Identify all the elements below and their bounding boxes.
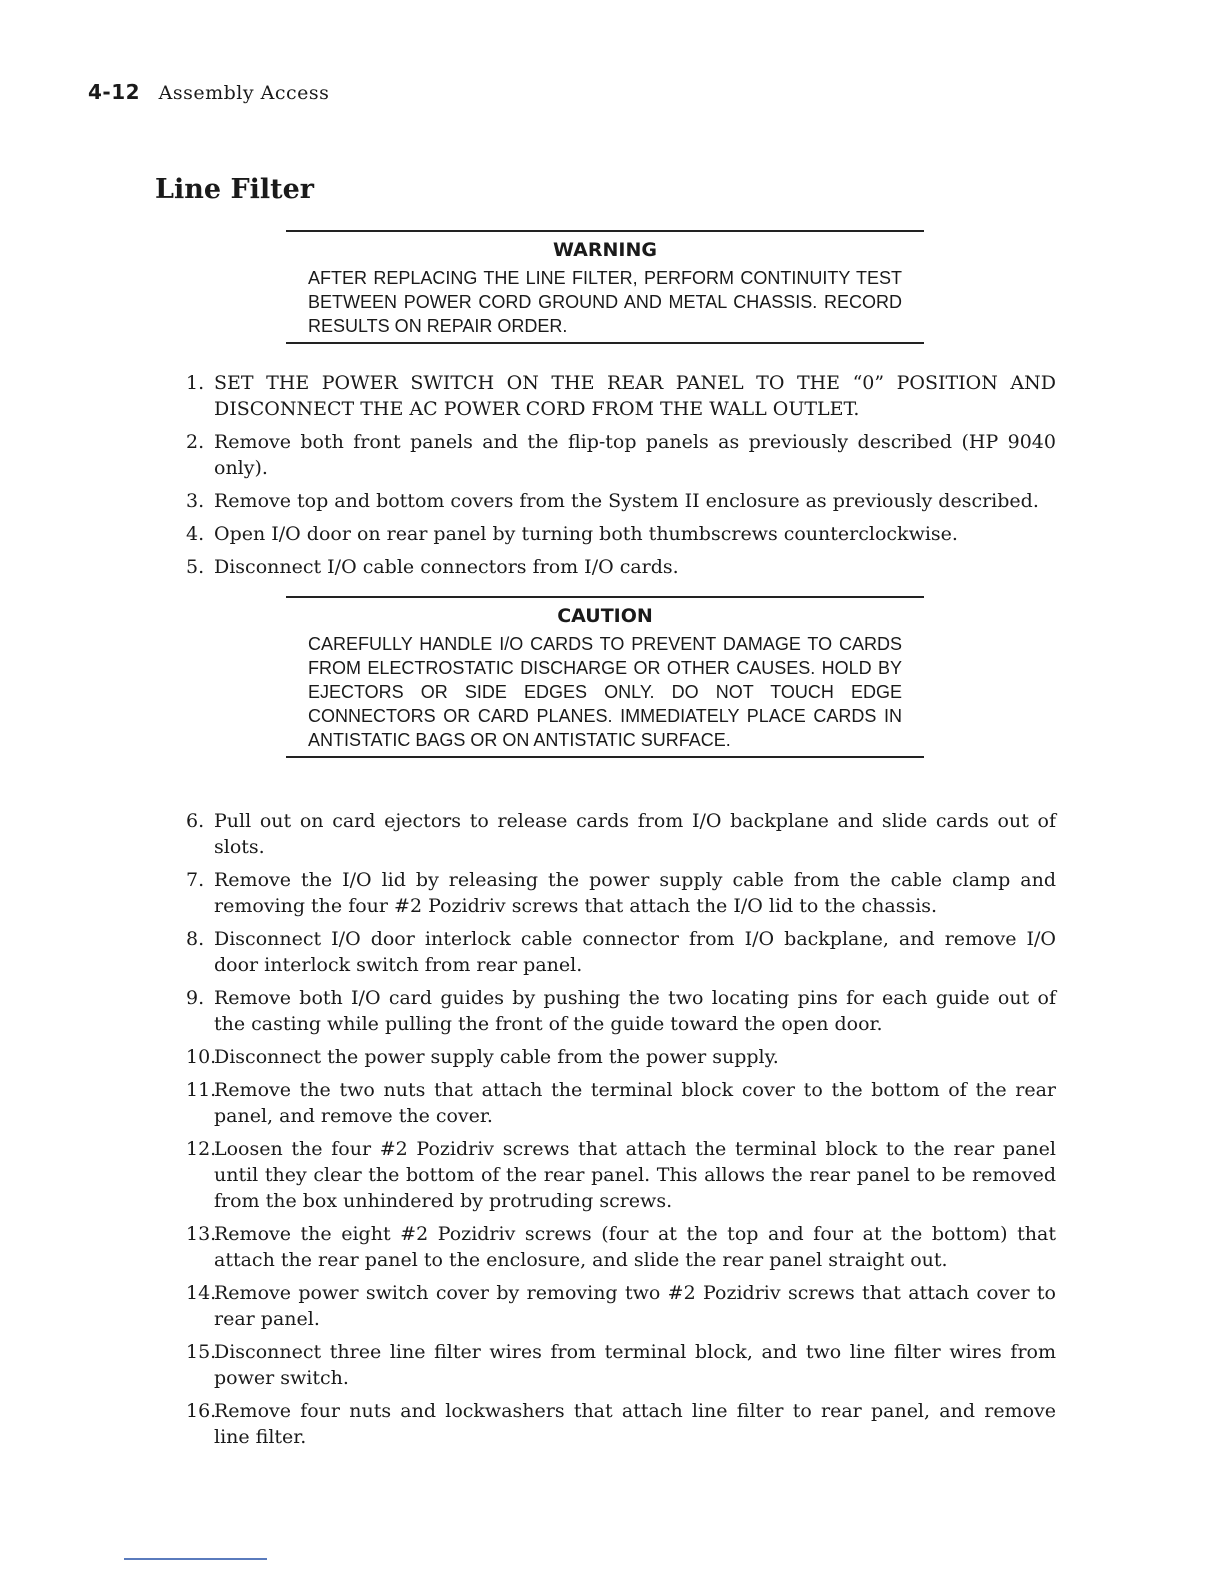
page-number: 4-12 (88, 80, 141, 104)
list-item (170, 1280, 1056, 1332)
step-number: 11. (186, 1079, 217, 1101)
step-text: Remove the I/O lid by releasing the power supply cable from the cable clamp and removing the four #2 Pozidriv screws that attach the I/O lid to the chassis. (214, 869, 1056, 917)
step-text: SET THE POWER SWITCH ON THE REAR PANEL TO THE “0” POSITION AND DISCONNECT THE AC POWER CORD FROM THE WALL OUTLET. (214, 372, 1056, 420)
list-item (170, 1398, 1056, 1450)
step-number: 9. (186, 987, 205, 1009)
step-text: Remove both front panels and the flip-top panels as previously described (HP 9040 only). (214, 431, 1056, 479)
step-text: Remove the two nuts that attach the terminal block cover to the bottom of the rear panel, and remove the cover. (214, 1079, 1056, 1127)
list-item (170, 1136, 1056, 1214)
warning-body: AFTER REPLACING THE LINE FILTER, PERFORM CONTINUITY TEST BETWEEN POWER CORD GROUND AND METAL CHASSIS. RECORD RESULTS ON REPAIR ORDER. (308, 268, 902, 336)
caution-body: CAREFULLY HANDLE I/O CARDS TO PREVENT DAMAGE TO CARDS FROM ELECTROSTATIC DISCHARGE OR OTHER CAUSES. HOLD BY EJECTORS OR SIDE EDGES ONLY. DO NOT TOUCH EDGE CONNECTORS OR CARD PLANES. IMMEDIATELY PLACE CARDS IN ANTISTATIC BAGS OR ON ANTISTATIC SURFACE. (308, 634, 902, 750)
list-item (170, 488, 1056, 514)
step-number: 10. (186, 1046, 217, 1068)
step-text: Disconnect three line filter wires from terminal block, and two line filter wires from power switch. (214, 1341, 1056, 1389)
footer-rule (124, 1558, 267, 1560)
list-item (170, 926, 1056, 978)
list-item (170, 1044, 1056, 1070)
step-number: 14. (186, 1282, 217, 1304)
step-number: 6. (186, 810, 205, 832)
step-text: Remove power switch cover by removing two #2 Pozidriv screws that attach cover to rear panel. (214, 1282, 1056, 1330)
step-number: 2. (186, 431, 205, 453)
list-item (170, 985, 1056, 1037)
step-number: 8. (186, 928, 205, 950)
caution-title: CAUTION (557, 605, 653, 627)
step-text: Remove top and bottom covers from the System II enclosure as previously described. (214, 490, 1039, 512)
step-text: Disconnect the power supply cable from the power supply. (214, 1046, 779, 1068)
step-text: Remove both I/O card guides by pushing the two locating pins for each guide out of the casting while pulling the front of the guide toward the open door. (214, 987, 1056, 1035)
step-text: Remove the eight #2 Pozidriv screws (four at the top and four at the bottom) that attach the rear panel to the enclosure, and slide the rear panel straight out. (214, 1223, 1056, 1271)
step-number: 13. (186, 1223, 217, 1245)
step-number: 16. (186, 1400, 217, 1422)
step-number: 7. (186, 869, 205, 891)
page-header (88, 80, 329, 104)
list-item (170, 1339, 1056, 1391)
list-item (170, 1077, 1056, 1129)
step-text: Remove four nuts and lockwashers that attach line filter to rear panel, and remove line filter. (214, 1400, 1056, 1448)
list-item (170, 554, 1056, 580)
warning-title: WARNING (553, 239, 657, 261)
step-text: Open I/O door on rear panel by turning both thumbscrews counterclockwise. (214, 523, 958, 545)
list-item (170, 867, 1056, 919)
step-text: Pull out on card ejectors to release cards from I/O backplane and slide cards out of slots. (214, 810, 1056, 858)
caution-box (286, 596, 924, 758)
list-item (170, 808, 1056, 860)
steps-list-a (170, 370, 1056, 587)
step-text: Disconnect I/O door interlock cable connector from I/O backplane, and remove I/O door interlock switch from rear panel. (214, 928, 1056, 976)
steps-list-b (170, 808, 1056, 1457)
step-text: Loosen the four #2 Pozidriv screws that attach the terminal block to the rear panel until they clear the bottom of the rear panel. This allows the rear panel to be removed from the box unhindered by protruding screws. (214, 1138, 1056, 1212)
page-title: Line Filter (155, 174, 315, 205)
list-item (170, 1221, 1056, 1273)
step-text: Disconnect I/O cable connectors from I/O cards. (214, 556, 679, 578)
step-number: 5. (186, 556, 205, 578)
list-item (170, 429, 1056, 481)
step-number: 4. (186, 523, 205, 545)
step-number: 15. (186, 1341, 217, 1363)
list-item (170, 370, 1056, 422)
step-number: 12. (186, 1138, 217, 1160)
list-item (170, 521, 1056, 547)
step-number: 1. (186, 372, 205, 394)
warning-box (286, 230, 924, 344)
section-title: Assembly Access (158, 82, 330, 104)
step-number: 3. (186, 490, 205, 512)
